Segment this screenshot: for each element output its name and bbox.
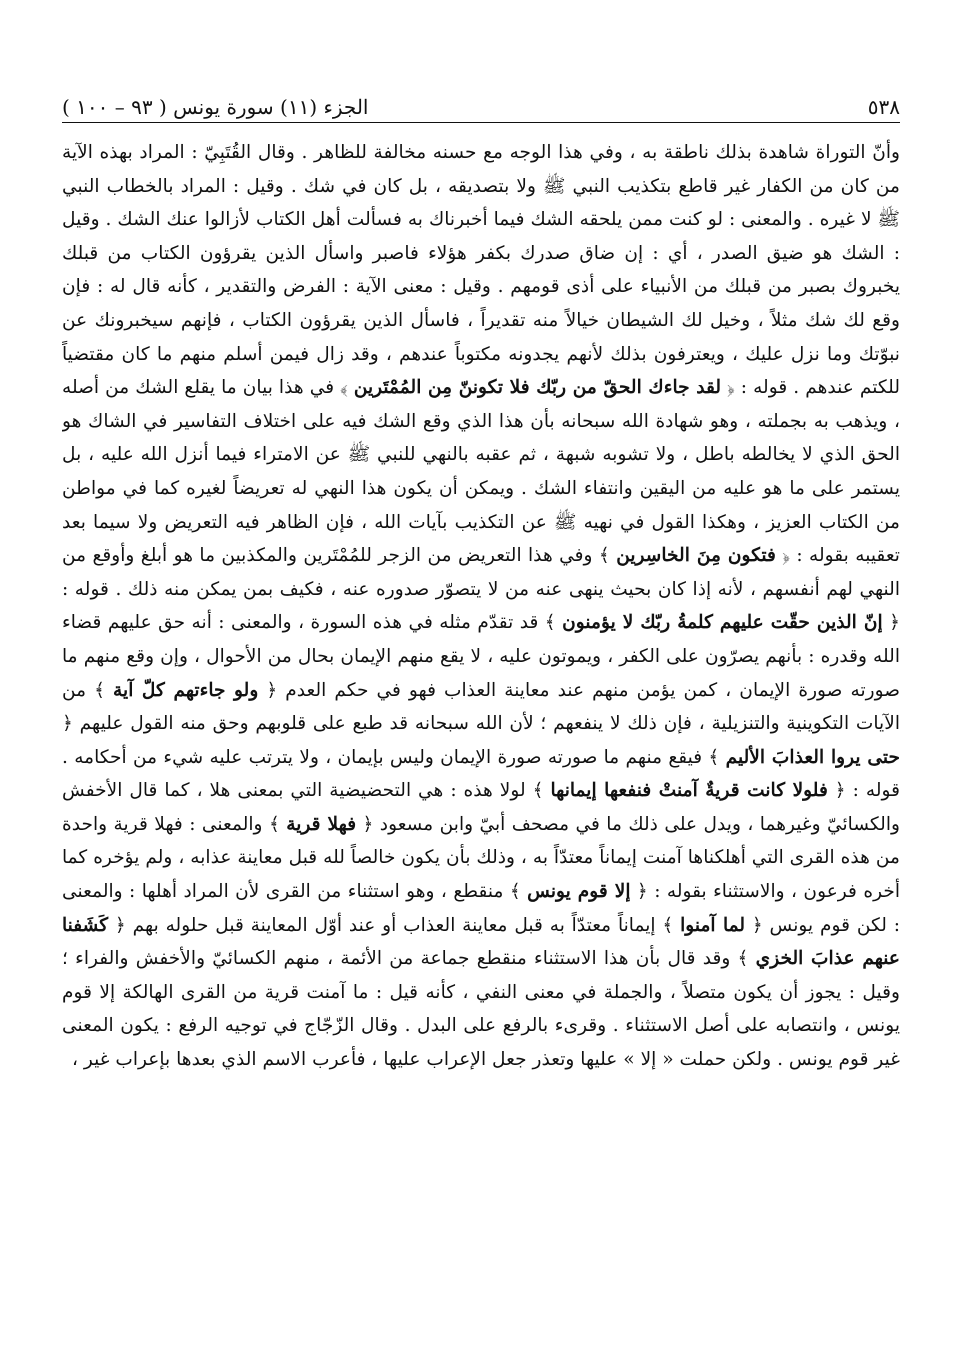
page-number: ٥٣٨	[867, 95, 900, 119]
quran-quote: فتكون مِنَ الخاسِرين	[616, 545, 776, 567]
commentary-text: ﴾ وفي هذا التعريض من الزجر للمُمْتَرين والمكذبين ما هو أبلغ وأوقع من النهي لهم أنفسهم ، لأنه إذا كان بحيث ينهى عنه من لا يتصوّر صدوره عنه ، فكيف بمن يمكن منه ذلك . قوله : ﴿	[62, 545, 900, 634]
quran-quote: إلا قوم يونس	[527, 881, 631, 903]
quran-quote: حتى يروا العذابَ الأليم	[725, 746, 900, 768]
commentary-text: ﴾ والمعنى : فهلا قرية واحدة من هذه القرى التي أهلكناها آمنت إيماناً معتدّاً به ، وذلك بأن يكون خالصاً لله قبل معاينة عذابه ، ولم يؤخره كما أخره فرعون ، والاستثناء بقوله : ﴿	[62, 813, 900, 903]
commentary-text: ﴾ فيقع منهم ما صورته صورة الإيمان وليس بإيمان ، ولا يترتب عليه شيء من أحكامه . قوله : ﴿	[62, 746, 900, 802]
commentary-text: ﴾ وقد قال بأن هذا الاستثناء منقطع جماعة من الأئمة ، منهم الكسائيّ والأخفش والفراء ؛ وقيل : يجوز أن يكون متصلاً ، والجملة في معنى النفي ، كأنه قيل : ما آمنت قرية من القرى الهالكة إلا قوم يونس ، وانتصابه على أصل الاستثناء . وقرىء بالرفع على البدل . وقال الزّجّاج في توجيه الرفع : يكون المعنى غير قوم يونس . ولكن حملت « إلا » عليها وتعذر جعل الإعراب عليها ، فأعرب الاسم الذي بعدها بإعراب غير ،	[62, 948, 900, 1071]
running-title: الجزء (١١) سورة يونس ( ٩٣ – ١٠٠ )	[62, 95, 369, 119]
page-header	[62, 86, 900, 120]
commentary-text: ﴾ منقطع ، وهو استثناء من القرى لأن المراد أهلها : والمعنى : لكن قوم يونس ﴿	[62, 881, 900, 936]
quran-quote: فهلا قرية	[286, 813, 357, 835]
quran-quote: كَشَفنا عنهم عذابَ الخزي	[62, 914, 900, 970]
tafsir-body	[62, 136, 900, 1266]
quran-quote: ولو جاءتهم كلّ آية	[113, 679, 259, 701]
commentary-text: ﴾ إيماناً معتدّاً به قبل معاينة العذاب أو عند أوّل المعاينة قبل حلوله بهم ﴿	[108, 914, 681, 936]
quran-quote: لما آمنوا	[680, 914, 746, 936]
quran-quote: لقد جاءك الحقّ من ربّك فلا تكوننّ مِن المُمْتَرين	[353, 377, 722, 399]
commentary-text: ﴾ من الآيات التكوينية والتنزيلية ، فإن ذلك لا ينفعهم ؛ لأن الله سبحانه قد طبع على قلوبهم وحق منه القول عليهم ﴿	[62, 679, 900, 735]
commentary-text: وأنّ التوراة شاهدة بذلك ناطقة به ، وفي هذا الوجه مع حسنه مخالفة للظاهر . وقال القُتَبِيّ : المراد بهذه الآية من كان من الكفار غير قاطع بتكذيب النبي ﷺ ولا بتصديقه ، بل كان في شك . وقيل : المراد بالخطاب النبي ﷺ لا غيره . والمعنى : لو كنت ممن يلحقه الشك فيما أخبرناك به فسألت أهل الكتاب لأزالوا عنك الشك . وقيل : الشك هو ضيق الصدر ، أي : إن ضاق صدرك بكفر هؤلاء فاصبر واسأل الذين يقرؤون الكتاب من قبلك يخبروك بصبر من قبلك من الأنبياء على أذى قومهم . وقيل : معنى الآية : الفرض والتقدير ، كأنه قال له : فإن وقع لك شك مثلاً ، وخيل لك الشيطان خيالاً منه تقديراً ، فاسأل الذين يقرؤون الكتاب ، فإنهم سيخبرونك عن نبوّتك وما نزل عليك ، ويعترفون بذلك لأنهم يجدونه مكتوباً عندهم ، وقد زال فيمن أسلم منهم ما كان مقتضياً للكتم عندهم . قوله : ﴿	[62, 142, 900, 399]
commentary-text: ﴾ قد تقدّم مثله في هذه السورة ، والمعنى : أنه حق عليهم قضاء الله وقدره : بأنهم يصرّون على الكفر ، ويموتون عليه ، لا يقع منهم الإيمان بحال من الأحوال ، وإن وقع منهم ما صورته صورة الإيمان ، كمن يؤمن منهم عند معاينة العذاب فهو في حكم العدم ﴿	[62, 612, 900, 701]
quran-quote: فلولا كانت قريةٌ آمنتْ فنفعها إيمانها	[550, 780, 828, 802]
quran-quote: إنّ الذين حقّت عليهم كلمةُ ربّك لا يؤمنون	[562, 612, 883, 634]
commentary-text: ﴾ في هذا بيان ما يقلع الشك من أصله ، ويذهب به بجملته ، وهو شهادة الله سبحانه بأن هذا الذي وقع الشك فيه على اختلاف التفاسير في الشاك هو الحق الذي لا يخالطه باطل ، ولا تشوبه شبهة ، ثم عقبه بالنهي للنبي ﷺ عن الامتراء فيما أنزل الله عليه ، بل يستمر على ما هو عليه من اليقين وانتفاء الشك . ويمكن أن يكون هذا النهي له تعريضاً لغيره كما في مواطن من الكتاب العزيز ، وهكذا القول في نهيه ﷺ عن التكذيب بآيات الله ، فإن الظاهر فيه التعريض ولا سيما بعد تعقيبه بقوله : ﴿	[62, 377, 900, 567]
commentary-text: ﴾ لولا هذه : هي التحضيضية التي بمعنى هلا ، كما قال الأخفش والكسائيّ وغيرهما ، ويدل على ذلك ما في مصحف أبيّ وابن مسعود ﴿	[62, 780, 900, 835]
header-divider	[62, 122, 900, 123]
body-paragraph	[62, 136, 900, 1077]
